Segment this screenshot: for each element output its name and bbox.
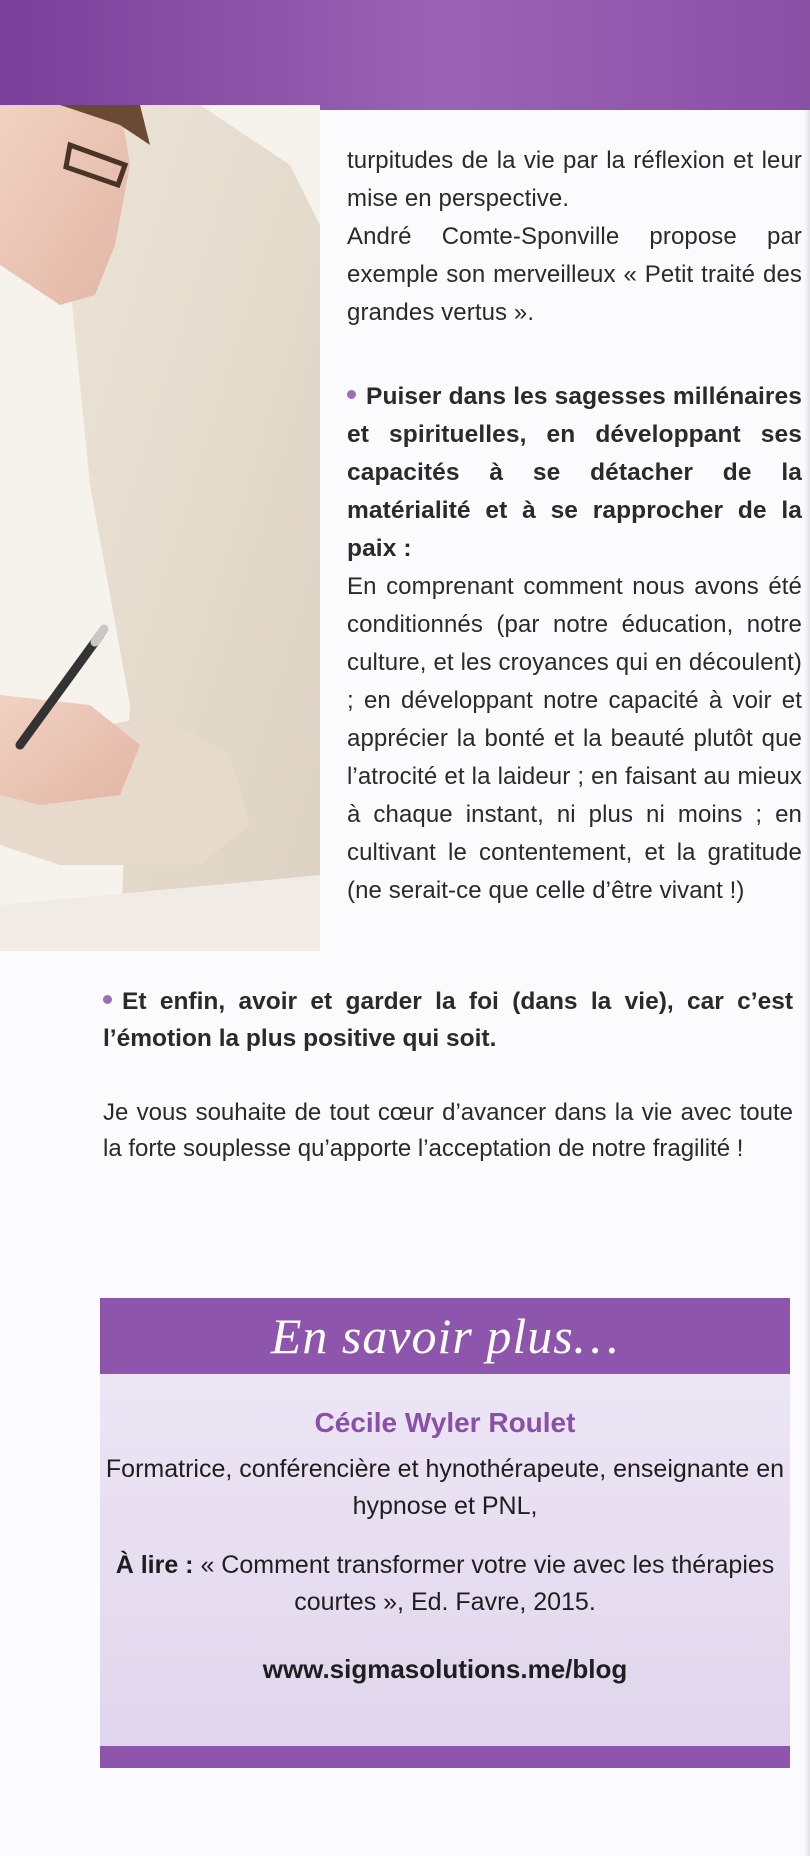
woman-writing-photo	[0, 105, 320, 951]
box-body	[100, 1374, 790, 1688]
author-role: Formatrice, conférencière et hynothérapeute, enseignante en hypnose et PNL,	[105, 1455, 785, 1520]
bullet-heading-foi-text: Et enfin, avoir et garder la foi (dans la vie), car c’est l’émotion la plus positive qui soit.	[103, 988, 793, 1052]
en-savoir-plus-box	[100, 1298, 790, 1768]
paragraph-conditionnes: En comprenant comment nous avons été conditionnés (par notre éducation, notre culture, et les croyances qui en découlent) ; en développant notre capacité à voir et apprécier la bonté et la beauté plutôt que l’atrocité et la laideur ; en faisant au mieux à chaque instant, ni plus ni moins ; en cultivant le contentement, et la gratitude (ne serait-ce que celle d’être vivant !)	[347, 573, 802, 904]
paragraph-reflection: turpitudes de la vie par la réflexion et leur mise en perspective.	[347, 147, 802, 212]
paragraph-comte-sponville: André Comte-Sponville propose par exemple son merveilleux « Petit traité des grandes vertus ».	[347, 223, 802, 326]
box-title: En savoir plus…	[270, 1308, 620, 1364]
right-column-text	[347, 142, 802, 910]
website-url: www.sigmasolutions.me/blog	[262, 1654, 628, 1684]
box-header	[100, 1298, 790, 1374]
box-footer-band	[100, 1746, 790, 1768]
top-color-band	[0, 0, 810, 110]
bullet-heading-sagesses-text: Puiser dans les sagesses millénaires et spirituelles, en développant ses capacités à se détacher de la matérialité et à se rapprocher de la paix :	[347, 383, 802, 562]
closing-paragraph: Je vous souhaite de tout cœur d’avancer dans la vie avec toute la forte souplesse qu’apporte l’acceptation de notre fragilité !	[103, 1099, 793, 1162]
read-label: À lire :	[115, 1551, 194, 1579]
bullet-icon	[103, 995, 112, 1004]
full-width-text	[103, 983, 793, 1167]
author-name: Cécile Wyler Roulet	[314, 1407, 576, 1438]
bullet-heading-sagesses	[347, 378, 802, 568]
bullet-icon	[347, 390, 356, 399]
read-text: « Comment transformer votre vie avec les thérapies courtes », Ed. Favre, 2015.	[200, 1551, 775, 1616]
page-edge-shadow	[804, 0, 810, 1856]
book-reference	[100, 1547, 790, 1621]
bullet-heading-foi	[103, 983, 793, 1057]
